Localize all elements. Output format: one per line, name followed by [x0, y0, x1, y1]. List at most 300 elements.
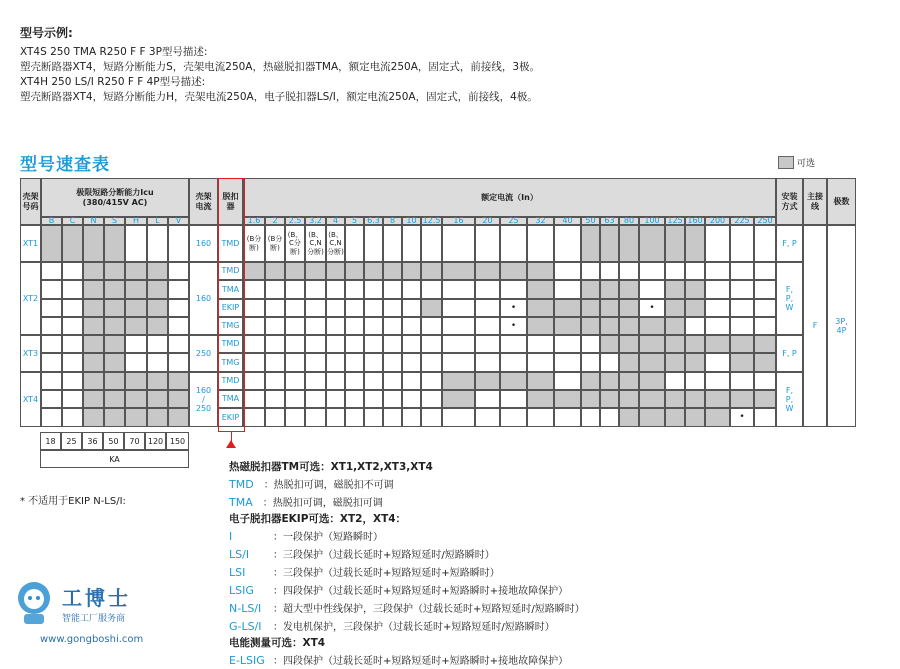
breaking-cell [62, 262, 83, 280]
current-cell [383, 299, 402, 317]
watermark-tagline: 智能工厂服务商 [62, 614, 126, 624]
current-cell [345, 262, 364, 280]
current-cell [754, 225, 776, 262]
ekip-desc: ：三段保护（过载长延时+短路短延时+短路瞬时） [273, 568, 500, 579]
tm-code: TMD [229, 478, 254, 491]
breaking-cell [125, 299, 147, 317]
ekip-code: LSI [229, 566, 246, 579]
current-cell [665, 390, 685, 408]
frame-current: 160 [189, 262, 218, 335]
current-cell [475, 299, 500, 317]
current-cell [345, 390, 364, 408]
current-cell [619, 262, 639, 280]
xt1-note: (B、 C分 断) [285, 225, 305, 262]
current-cell [554, 335, 581, 353]
ka-value: 50 [103, 432, 124, 450]
header-mount: 安装 方式 [776, 178, 803, 225]
current-cell [345, 353, 364, 372]
current-cell [600, 262, 619, 280]
current-cell [554, 390, 581, 408]
current-cell [619, 390, 639, 408]
ekip-desc: ：一段保护（短路瞬时） [273, 532, 383, 543]
current-cell [685, 280, 705, 299]
current-cell [442, 335, 475, 353]
current-cell [581, 299, 600, 317]
breaking-cell [62, 372, 83, 390]
breaking-cell [83, 353, 104, 372]
current-cell [305, 390, 326, 408]
breaking-cell [168, 299, 189, 317]
current-cell [500, 353, 527, 372]
trip-type: TMD [218, 262, 243, 280]
xt1-note: (B分 断) [265, 225, 285, 262]
trip-column-highlight [218, 178, 245, 432]
breaking-cell [168, 353, 189, 372]
xt1-note: (B分 断) [243, 225, 265, 262]
current-cell [527, 390, 554, 408]
current-cell [364, 280, 383, 299]
current-cell [619, 225, 639, 262]
breaking-cell [83, 335, 104, 353]
current-cell [619, 299, 639, 317]
current-cell [705, 353, 730, 372]
header-wiring: 主接 线 [803, 178, 827, 225]
breaking-cell [41, 408, 62, 427]
current-cell [326, 262, 345, 280]
ekip-desc: ：四段保护（过载长延时+短路短延时+短路瞬时+接地故障保护） [273, 586, 569, 597]
current-cell [364, 390, 383, 408]
current-cell [600, 408, 619, 427]
tm-desc: ：热脱扣可调，磁脱扣可调 [262, 498, 383, 509]
example-title: 型号示例: [20, 26, 73, 40]
breaking-cell [62, 353, 83, 372]
current-cell [600, 353, 619, 372]
ekip-item [229, 545, 829, 563]
current-cell [705, 299, 730, 317]
current-cell [364, 262, 383, 280]
trip-type: EKIP [218, 408, 243, 427]
current-cell [305, 353, 326, 372]
trip-pointer-arrow [226, 440, 236, 448]
current-cell [475, 262, 500, 280]
trip-type: TMD [218, 225, 243, 262]
current-cell [581, 372, 600, 390]
current-cell [305, 408, 326, 427]
ekip-item [229, 563, 829, 581]
ka-value: 36 [82, 432, 103, 450]
xt1-note: (B、 C,N 分断) [326, 225, 345, 262]
current-cell [754, 335, 776, 353]
header-current: 20 [475, 217, 500, 225]
current-cell [475, 408, 500, 427]
dot-marker: • [500, 299, 527, 317]
current-cell [665, 317, 685, 335]
current-cell [527, 372, 554, 390]
current-cell [527, 353, 554, 372]
legend [778, 156, 815, 169]
current-cell [705, 335, 730, 353]
frame-mount: F, P, W [776, 262, 803, 335]
current-cell [364, 353, 383, 372]
current-cell [730, 280, 754, 299]
breaking-cell [125, 372, 147, 390]
example-line-4: 塑壳断路器XT4，短路分断能力H，壳架电流250A，电子脱扣器LS/I，额定电流250A，固定式，前接线，4极。 [20, 91, 538, 103]
current-cell [500, 372, 527, 390]
breaking-cell [125, 408, 147, 427]
current-cell [665, 280, 685, 299]
current-cell [554, 280, 581, 299]
breaking-cell [83, 408, 104, 427]
frame-mount: F, P, W [776, 372, 803, 427]
breaking-cell [104, 225, 125, 262]
current-cell [665, 335, 685, 353]
current-cell [581, 353, 600, 372]
header-current: 2 [265, 217, 285, 225]
current-cell [364, 299, 383, 317]
current-cell [639, 408, 665, 427]
ka-value: 18 [40, 432, 61, 450]
ekip-code: N-LS/I [229, 602, 262, 615]
current-cell [402, 390, 421, 408]
current-cell [383, 353, 402, 372]
legend-label: 可选 [797, 159, 816, 169]
trip-type: TMD [218, 335, 243, 353]
breaking-cell [62, 408, 83, 427]
ekip-item [229, 599, 829, 617]
breaking-cell [104, 353, 125, 372]
current-cell [475, 280, 500, 299]
current-cell [305, 262, 326, 280]
current-cell [305, 372, 326, 390]
current-cell [442, 390, 475, 408]
current-cell [421, 335, 442, 353]
ekip-item [229, 581, 829, 599]
current-cell [243, 372, 265, 390]
current-cell [421, 353, 442, 372]
current-cell [554, 225, 581, 262]
current-cell [326, 353, 345, 372]
trip-type: TMG [218, 353, 243, 372]
current-cell [665, 408, 685, 427]
current-cell [685, 225, 705, 262]
breaking-cell [41, 372, 62, 390]
current-cell [705, 408, 730, 427]
current-cell [665, 299, 685, 317]
header-current: 10 [402, 217, 421, 225]
header-current: 100 [639, 217, 665, 225]
current-cell [527, 299, 554, 317]
current-cell [639, 317, 665, 335]
watermark-logo [12, 578, 131, 628]
frame-name: XT1 [20, 225, 41, 262]
current-cell [554, 317, 581, 335]
current-cell [705, 372, 730, 390]
breaking-cell [104, 280, 125, 299]
breaking-cell [83, 299, 104, 317]
current-cell [364, 225, 383, 262]
breaking-cell [147, 335, 168, 353]
current-cell [383, 262, 402, 280]
trip-type: EKIP [218, 299, 243, 317]
header-current: 200 [705, 217, 730, 225]
breaking-cell [125, 262, 147, 280]
breaking-cell [104, 335, 125, 353]
header-current: 250 [754, 217, 776, 225]
tm-desc: ：热脱扣可调，磁脱扣不可调 [263, 480, 394, 491]
breaking-cell [147, 372, 168, 390]
current-cell [442, 225, 475, 262]
current-cell [421, 280, 442, 299]
xt1-note: (B、 C,N 分断) [305, 225, 326, 262]
breaking-cell [104, 408, 125, 427]
current-cell [619, 353, 639, 372]
current-cell [639, 262, 665, 280]
dot-marker: • [730, 408, 754, 427]
current-cell [421, 262, 442, 280]
breaking-cell [168, 262, 189, 280]
current-cell [600, 280, 619, 299]
current-cell [527, 225, 554, 262]
header-current: 32 [527, 217, 554, 225]
breaking-cell [41, 262, 62, 280]
current-cell [326, 335, 345, 353]
breaking-cell [104, 262, 125, 280]
breaking-cell [83, 225, 104, 262]
current-cell [285, 390, 305, 408]
ka-value: 150 [166, 432, 189, 450]
breaking-cell [104, 299, 125, 317]
current-cell [730, 225, 754, 262]
current-cell [265, 280, 285, 299]
header-current: 12.5 [422, 216, 441, 226]
current-cell [421, 225, 442, 262]
breaking-cell [125, 317, 147, 335]
current-cell [754, 280, 776, 299]
current-cell [285, 299, 305, 317]
current-cell [730, 317, 754, 335]
current-cell [265, 390, 285, 408]
breaking-cell [147, 317, 168, 335]
current-cell [326, 372, 345, 390]
header-frame: 壳架 号码 [20, 178, 41, 225]
breaking-cell [41, 335, 62, 353]
current-cell [243, 262, 265, 280]
current-cell [475, 335, 500, 353]
current-cell [685, 408, 705, 427]
breaking-cell [83, 280, 104, 299]
current-cell [345, 372, 364, 390]
current-cell [326, 408, 345, 427]
current-cell [665, 353, 685, 372]
current-cell [364, 372, 383, 390]
current-cell [402, 408, 421, 427]
current-cell [265, 262, 285, 280]
current-cell [243, 408, 265, 427]
ekip-desc: ：三段保护（过载长延时+短路短延时/短路瞬时） [273, 550, 495, 561]
current-cell [326, 390, 345, 408]
frame-current: 250 [189, 335, 218, 372]
current-cell [326, 280, 345, 299]
quick-table-title: 型号速查表 [20, 155, 110, 175]
trip-type: TMG [218, 317, 243, 335]
breaking-cell [147, 390, 168, 408]
frame-current: 160 / 250 [189, 372, 218, 427]
footnote: * 不适用于EKIP N-LS/I: [20, 496, 126, 507]
current-cell [345, 225, 364, 262]
breaking-cell [125, 353, 147, 372]
current-cell [619, 335, 639, 353]
watermark-url: www.gongboshi.com [40, 634, 144, 645]
current-cell [639, 390, 665, 408]
breaking-cell [125, 280, 147, 299]
header-frame-current: 壳架 电流 [189, 178, 218, 225]
current-cell [665, 262, 685, 280]
current-cell [754, 390, 776, 408]
breaking-cell [147, 408, 168, 427]
current-cell [285, 262, 305, 280]
current-cell [581, 390, 600, 408]
current-cell [442, 262, 475, 280]
current-cell [600, 317, 619, 335]
current-cell [685, 317, 705, 335]
breaking-cell [168, 390, 189, 408]
current-cell [500, 262, 527, 280]
breaking-cell [62, 225, 83, 262]
trip-legend [229, 459, 829, 669]
current-cell [554, 262, 581, 280]
current-cell [705, 262, 730, 280]
current-cell [285, 353, 305, 372]
ekip-code: G-LS/I [229, 620, 262, 633]
current-cell [285, 317, 305, 335]
current-cell [705, 225, 730, 262]
current-cell [665, 372, 685, 390]
example-line-3: XT4H 250 LS/I R250 F F 4P型号描述: [20, 76, 206, 88]
current-cell [527, 408, 554, 427]
breaking-cell [41, 353, 62, 372]
header-current: 40 [554, 217, 581, 225]
current-cell [383, 280, 402, 299]
current-cell [383, 225, 402, 262]
current-cell [619, 317, 639, 335]
header-rated: 额定电流（In） [243, 178, 776, 217]
poles-value: 3P, 4P [827, 225, 856, 427]
current-cell [685, 299, 705, 317]
header-trip: 脱扣 器 [218, 178, 243, 225]
header-current: 8 [383, 217, 402, 225]
header-current: 1.6 [243, 217, 265, 225]
breaking-cell [125, 335, 147, 353]
example-line-2: 塑壳断路器XT4，短路分断能力S，壳架电流250A，热磁脱扣器TMA，额定电流250A，固定式，前接线，3极。 [20, 61, 541, 73]
current-cell [402, 280, 421, 299]
meter-code: E-LSIG [229, 654, 265, 667]
current-cell [265, 408, 285, 427]
breaking-cell [62, 280, 83, 299]
current-cell [364, 408, 383, 427]
current-cell [265, 335, 285, 353]
breaking-cell [104, 372, 125, 390]
header-current: 50 [581, 217, 600, 225]
current-cell [305, 317, 326, 335]
current-cell [243, 317, 265, 335]
current-cell [383, 390, 402, 408]
current-cell [265, 317, 285, 335]
current-cell [265, 372, 285, 390]
current-cell [754, 299, 776, 317]
header-breaking-code: C [62, 217, 83, 225]
header-current: 5 [345, 217, 364, 225]
current-cell [500, 408, 527, 427]
header-current: 80 [619, 217, 639, 225]
current-cell [326, 299, 345, 317]
current-cell [305, 299, 326, 317]
current-cell [265, 353, 285, 372]
current-cell [500, 390, 527, 408]
current-cell [705, 280, 730, 299]
current-cell [421, 372, 442, 390]
frame-name: XT2 [20, 262, 41, 335]
header-breaking-code: V [168, 217, 189, 225]
current-cell [500, 225, 527, 262]
ka-value: 25 [61, 432, 82, 450]
current-cell [730, 353, 754, 372]
current-cell [421, 299, 442, 317]
current-cell [421, 390, 442, 408]
trip-type: TMA [218, 280, 243, 299]
current-cell [730, 262, 754, 280]
current-cell [754, 353, 776, 372]
dot-marker: • [500, 317, 527, 335]
header-current: 225 [730, 217, 754, 225]
current-cell [383, 372, 402, 390]
current-cell [402, 262, 421, 280]
current-cell [619, 372, 639, 390]
current-cell [754, 408, 776, 427]
current-cell [345, 317, 364, 335]
current-cell [581, 335, 600, 353]
current-cell [442, 372, 475, 390]
breaking-cell [147, 299, 168, 317]
breaking-cell [41, 390, 62, 408]
current-cell [364, 317, 383, 335]
current-cell [527, 317, 554, 335]
header-current: 4 [326, 217, 345, 225]
current-cell [581, 225, 600, 262]
current-cell [639, 353, 665, 372]
current-cell [442, 408, 475, 427]
header-current: 125 [665, 217, 685, 225]
current-cell [475, 390, 500, 408]
ka-value: 120 [145, 432, 166, 450]
tm-item [229, 475, 829, 493]
breaking-cell [168, 317, 189, 335]
current-cell [475, 317, 500, 335]
header-breaking-code: L [147, 217, 168, 225]
current-cell [421, 408, 442, 427]
breaking-cell [62, 317, 83, 335]
header-current: 3.2 [305, 217, 326, 225]
current-cell [285, 408, 305, 427]
current-cell [243, 390, 265, 408]
current-cell [442, 280, 475, 299]
current-cell [600, 335, 619, 353]
current-cell [705, 390, 730, 408]
current-cell [402, 299, 421, 317]
current-cell [639, 225, 665, 262]
breaking-cell [125, 390, 147, 408]
ekip-item [229, 527, 829, 545]
current-cell [754, 317, 776, 335]
